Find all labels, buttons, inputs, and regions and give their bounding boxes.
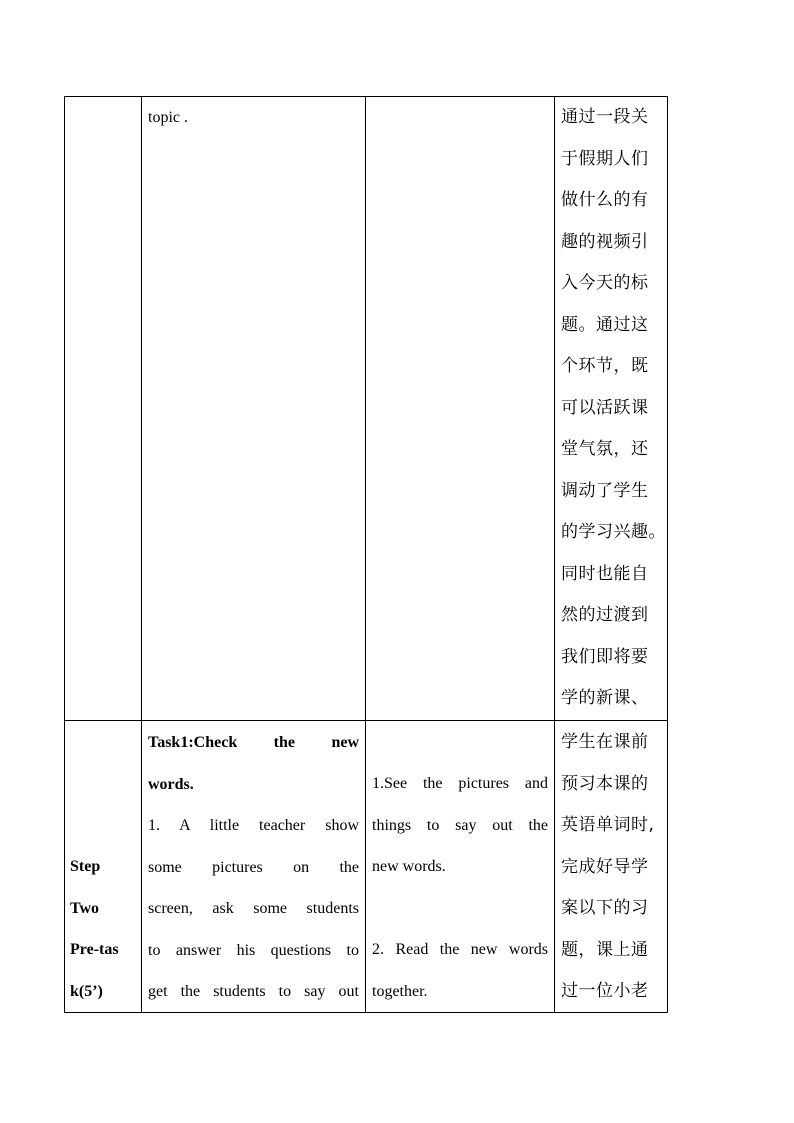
text-line: 通过一段关 — [561, 107, 649, 127]
text-line: 趣的视频引 — [561, 231, 649, 252]
row1-student-activity-cell — [367, 97, 553, 719]
text-line: to answer his questions to — [148, 941, 359, 959]
text-line: 2. Read the new words — [372, 941, 548, 958]
text-line: 调动了学生 — [561, 480, 649, 501]
text-line: 然的过渡到 — [561, 605, 649, 625]
text-line: 1.See the pictures and — [372, 775, 548, 792]
text-line: 过一位小老 — [561, 981, 649, 1001]
row1-design-intent-cell — [561, 97, 667, 720]
text-line: things to say out the — [372, 816, 548, 834]
text-line: 完成好导学 — [561, 856, 649, 877]
text-line: 案以下的习 — [561, 898, 649, 918]
step-label-line: Pre-tas — [70, 941, 119, 958]
text-line: 同时也能自 — [561, 563, 649, 584]
text-line: 个环节，既 — [561, 356, 649, 376]
text-line: 学的新课、 — [561, 688, 649, 708]
row2-step-cell — [70, 846, 140, 1012]
text-line: 堂气氛，还 — [561, 439, 649, 459]
row1-step-cell — [66, 97, 140, 719]
row2-teacher-activity-cell — [148, 722, 359, 1013]
row1-teacher-activity-cell — [148, 97, 360, 139]
text-line: screen, ask some students — [148, 900, 359, 917]
text-line: new words. — [372, 858, 446, 875]
text-line: 预习本课的 — [561, 773, 649, 794]
text-line: topic . — [148, 109, 188, 126]
step-label-line: Step — [70, 858, 101, 875]
text-line: 于假期人们 — [561, 148, 649, 169]
text-line: 学生在课前 — [561, 732, 649, 752]
text-line: 英语单词时, — [561, 815, 655, 835]
blank-line — [372, 888, 548, 930]
text-line: together. — [372, 982, 428, 1000]
step-label-line: Two — [70, 899, 100, 917]
step-label-line: k(5’) — [70, 982, 103, 1000]
text-line: some pictures on the — [148, 858, 359, 876]
text-line: 的学习兴趣。 — [561, 522, 666, 542]
text-line: 题。通过这 — [561, 314, 649, 335]
text-line: 我们即将要 — [561, 646, 649, 667]
text-line: 1. A little teacher show — [148, 817, 359, 834]
row2-student-activity-cell — [372, 763, 548, 1012]
text-line: 做什么的有 — [561, 190, 649, 210]
text-line: 可以活跃课 — [561, 397, 649, 418]
row2-design-intent-cell — [561, 722, 667, 1013]
text-line: get the students to say out — [148, 983, 359, 1000]
text-line: 入今天的标 — [561, 273, 649, 293]
text-line: 题，课上通 — [561, 939, 649, 960]
task-heading-line: Task1:Check the new — [148, 734, 359, 751]
task-heading-line: words. — [148, 775, 194, 793]
